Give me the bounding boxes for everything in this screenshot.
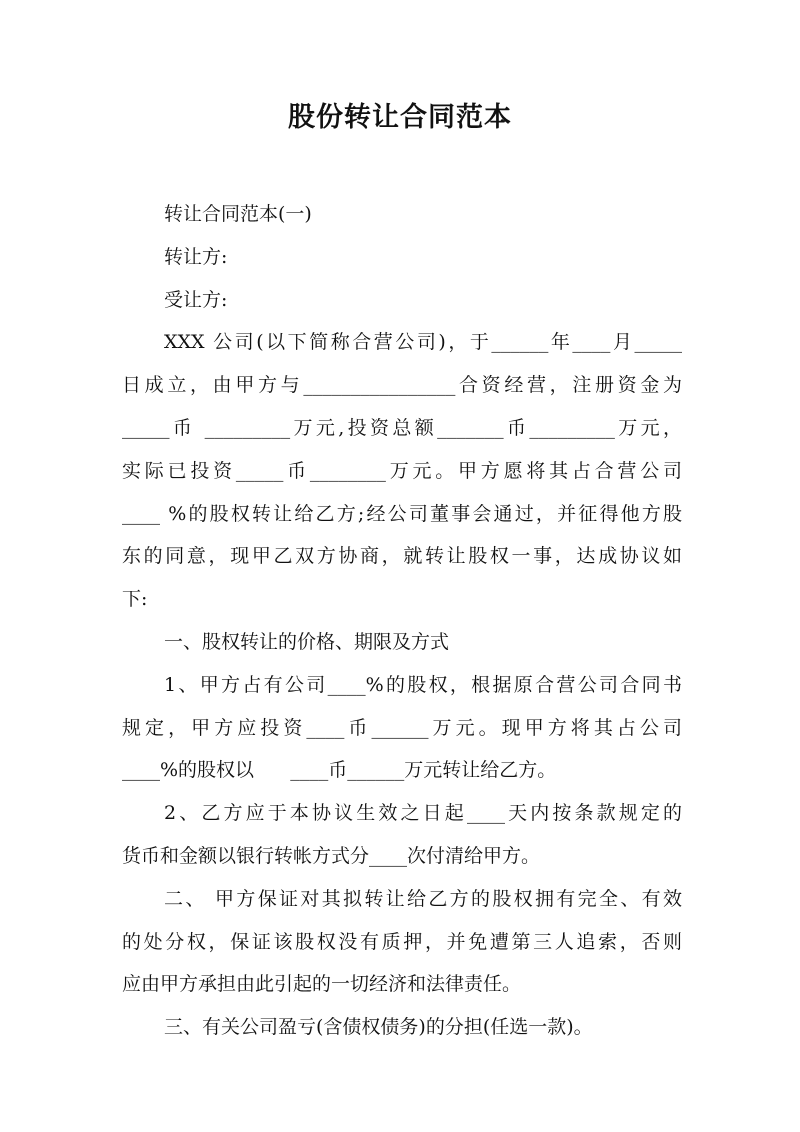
document-body (122, 193, 682, 1049)
paragraph-line: ____ %的股权转让给乙方;经公司董事会通过，并征得他方股 (122, 502, 682, 525)
contract-subtitle: 转让合同范本(一) (164, 203, 312, 225)
clause-line: 应由甲方承担由此引起的一切经济和法律责任。 (122, 973, 522, 996)
paragraph-line: _____币 _________万元,投资总额_______币_________万元， (122, 416, 682, 439)
paragraph-line: 东的同意，现甲乙双方协商，就转让股权一事，达成协议如 (122, 545, 682, 568)
paragraph-line: 日成立，由甲方与________________合资经营，注册资金为 (122, 374, 682, 397)
paragraph-line: XXX 公司(以下简称合营公司)，于______年____月_____ (164, 331, 682, 354)
clause-line: 的处分权，保证该股权没有质押，并免遭第三人追索，否则 (122, 930, 682, 953)
clause-line: 2、乙方应于本协议生效之日起____天内按条款规定的 (164, 802, 682, 825)
clause-line: 规定，甲方应投资____币______万元。现甲方将其占公司 (122, 716, 682, 739)
clause-line: 1、甲方占有公司____%的股权，根据原合营公司合同书 (164, 673, 682, 696)
section-heading: 三、有关公司盈亏(含债权债务)的分担(任选一款)。 (164, 1016, 593, 1039)
clause-line: ____%的股权以 ____币______万元转让给乙方。 (122, 759, 557, 782)
paragraph-line: 下: (122, 588, 148, 611)
clause-line: 二、 甲方保证对其拟转让给乙方的股权拥有完全、有效 (164, 887, 682, 910)
clause-line: 货币和金额以银行转帐方式分____次付清给甲方。 (122, 844, 541, 867)
section-heading: 一、股权转让的价格、期限及方式 (164, 630, 450, 653)
document-title: 股份转让合同范本 (288, 102, 512, 133)
transferee-line: 受让方: (164, 288, 228, 311)
paragraph-line: 实际已投资_____币________万元。甲方愿将其占合营公司 (122, 459, 682, 482)
transferor-line: 转让方: (164, 245, 228, 268)
